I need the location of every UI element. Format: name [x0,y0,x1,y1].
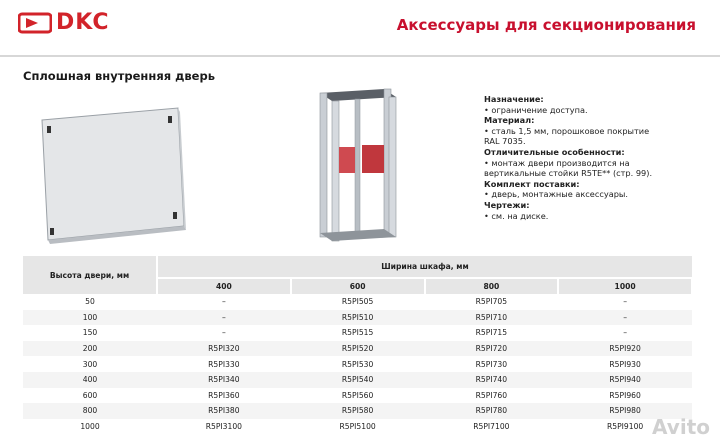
article-cell: R5PI940 [558,372,692,388]
door-height-cell: 50 [85,297,95,307]
article-cell: – [157,310,291,326]
product-table [23,256,693,434]
table-row [23,419,692,435]
spec-drawings-heading: Чертежи: [484,199,530,210]
door-height-cell: 100 [23,310,157,326]
article-cell: R5PI920 [558,341,692,357]
article-cell: – [623,297,628,307]
section-title: Сплошная внутренняя дверь [23,69,215,83]
door-height-cell: 600 [82,390,98,400]
specifications-block [484,94,714,221]
table-row [23,310,692,326]
cabinet-frame-image [300,85,410,245]
spec-material-line2: RAL 7035. [484,136,526,147]
door-height-cell: 200 [23,341,157,357]
article-cell: R5PI3100 [205,422,242,432]
dkc-logo [18,10,109,35]
brand-name: DKC [56,10,110,35]
article-cell: R5PI9100 [606,422,644,432]
width-column-header: 800 [425,278,559,294]
page-title: Аксессуары для секционирования [396,16,696,34]
article-cell: R5PI960 [609,390,641,400]
article-cell: R5PI780 [425,403,559,419]
article-cell: R5PI505 [341,297,374,307]
dkc-logo-icon [18,12,52,34]
width-column-header: 600 [291,278,425,294]
article-cell: R5PI515 [341,328,374,338]
spec-purpose: • ограничение доступа. [484,104,588,115]
article-cell: R5PI340 [157,372,291,388]
article-cell: R5PI710 [425,310,559,326]
article-cell: R5PI320 [157,341,291,357]
table-row [23,341,692,357]
article-cell: R5PI715 [475,328,508,338]
article-cell: R5PI705 [475,297,508,307]
spec-features-heading: Отличительные особенности: [484,146,625,157]
table-row [23,388,692,404]
article-cell: – [558,310,692,326]
door-height-cell: 300 [82,359,98,369]
article-cell: – [623,328,628,338]
door-height-cell: 800 [23,403,157,419]
spec-material-line1: • сталь 1,5 мм, порошковое покрытие [484,125,650,136]
avito-watermark: Avito [652,415,710,439]
spec-kit-heading: Комплект поставки: [484,178,580,189]
article-cell: R5PI540 [291,372,425,388]
table-row [23,325,692,341]
article-cell: R5PI330 [208,359,240,369]
table-row [23,294,692,310]
article-cell: R5PI740 [425,372,559,388]
article-cell: R5PI720 [425,341,559,357]
door-height-cell: 1000 [80,422,100,432]
table-row [23,356,692,372]
spec-features-line2: вертикальные стойки R5TE** (стр. 99). [484,168,653,179]
width-column-header: 1000 [558,278,692,294]
article-cell: R5PI580 [291,403,425,419]
spec-features-line1: • монтаж двери производится на [484,157,630,168]
article-cell: R5PI380 [157,403,291,419]
article-cell: R5PI980 [558,403,692,419]
spec-drawings: • см. на диске. [484,210,549,221]
page-header [0,0,720,55]
article-cell: R5PI530 [341,359,374,369]
door-height-cell: 400 [23,372,157,388]
door-height-cell: 150 [82,328,98,338]
article-cell: – [221,328,226,338]
height-column-header: Высота двери, мм [23,256,157,294]
table-body [23,294,692,434]
article-cell: R5PI760 [475,390,508,400]
width-column-header: 400 [157,278,291,294]
door-panel-image [28,98,193,253]
article-cell: – [221,297,226,307]
spec-purpose-heading: Назначение: [484,94,544,104]
article-cell: R5PI520 [291,341,425,357]
spec-material-heading: Материал: [484,115,535,126]
article-cell: R5PI560 [341,390,374,400]
article-cell: R5PI510 [291,310,425,326]
header-divider [0,55,720,57]
article-cell: R5PI5100 [339,422,376,432]
spec-kit: • дверь, монтажные аксессуары. [484,189,628,200]
article-cell: R5PI360 [208,390,240,400]
table-row [23,372,692,388]
table-row [23,403,692,419]
width-group-header: Ширина шкафа, мм [157,256,692,278]
article-cell: R5PI930 [609,359,641,369]
article-cell: R5PI730 [475,359,508,369]
article-cell: R5PI7100 [473,422,510,432]
